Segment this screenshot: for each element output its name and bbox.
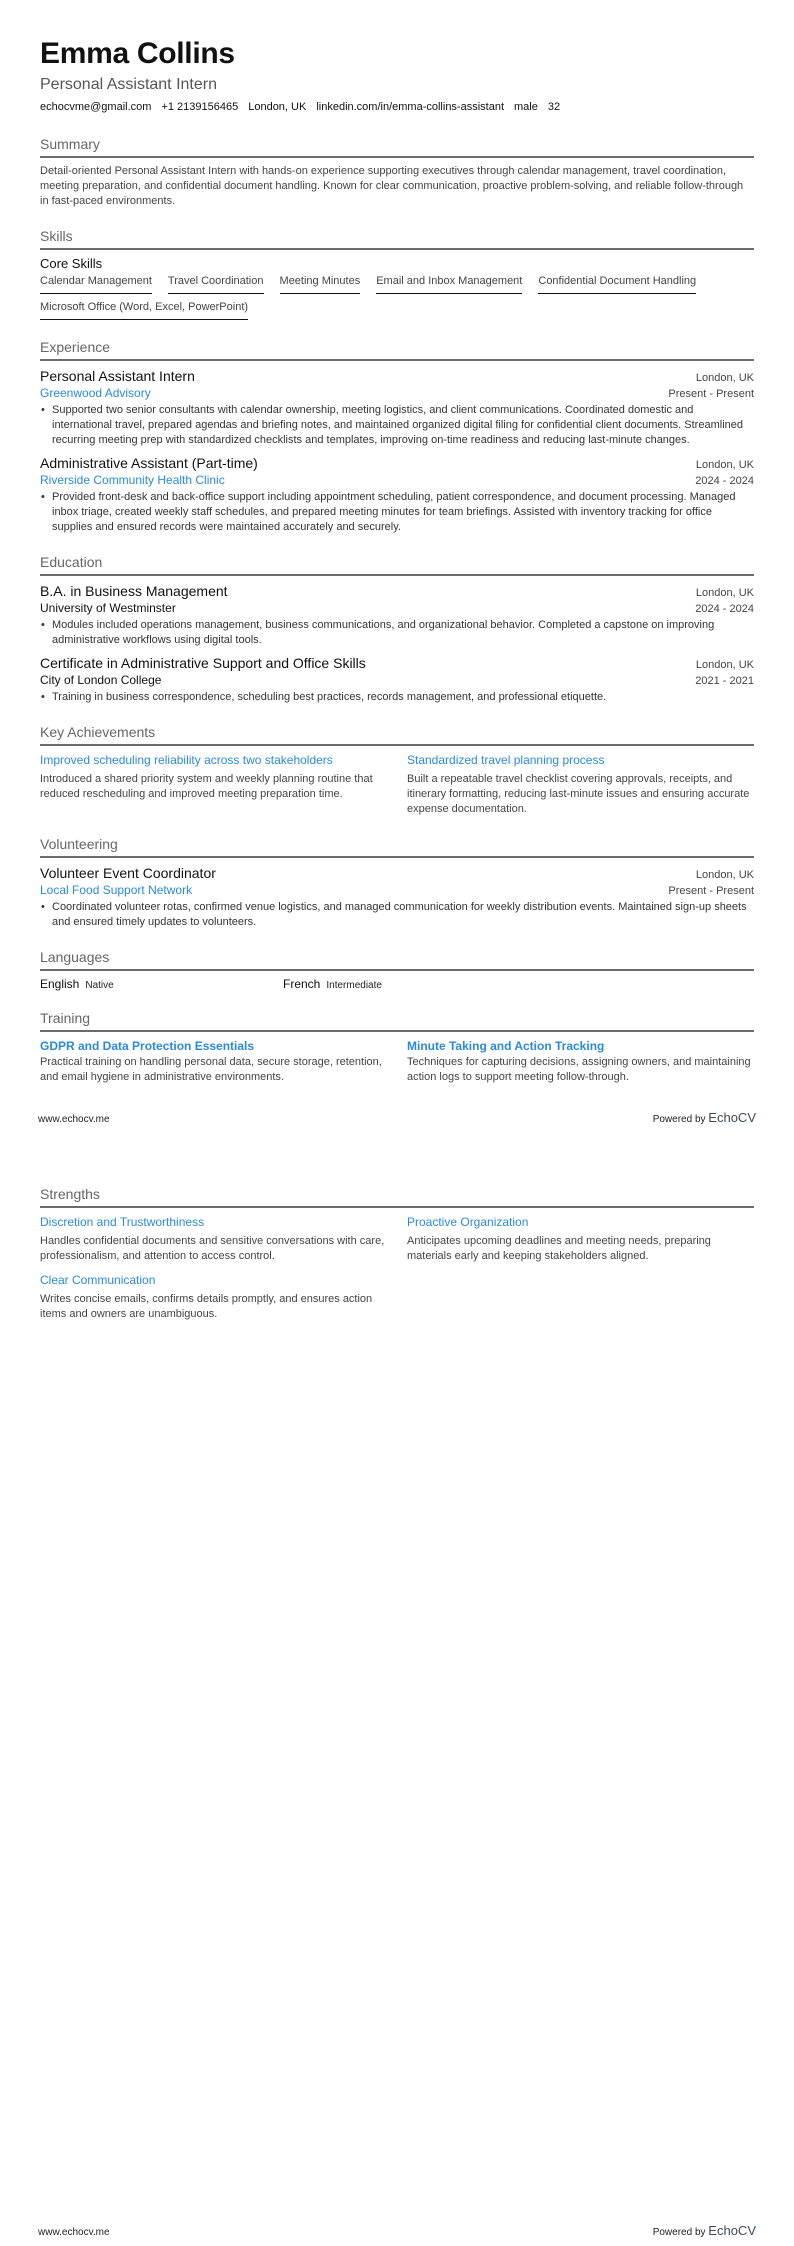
achievement-card	[40, 752, 387, 817]
training-title: Minute Taking and Action Tracking	[407, 1039, 605, 1053]
resume-header	[40, 36, 754, 113]
entry-location: London, UK	[695, 372, 754, 384]
section-heading-strengths: Strengths	[40, 1185, 754, 1208]
powered-by	[653, 2223, 756, 2238]
training-desc: Practical training on handling personal data, secure storage, retention, and email hygiene in administrative environments.	[40, 1056, 382, 1083]
footer-url[interactable]: www.echocv.me	[38, 2227, 110, 2238]
section-heading-experience: Experience	[40, 338, 754, 361]
language-item	[40, 977, 283, 991]
strength-title: Clear Communication	[40, 1273, 156, 1287]
powered-by-label: Powered by	[652, 2227, 706, 2238]
entry-title: Volunteer Event Coordinator	[40, 865, 216, 881]
strength-card	[40, 1214, 387, 1264]
summary-text: Detail-oriented Personal Assistant Intern with hands-on experience supporting executives through calendar management, travel coordination, meeting preparation, and confidential document handling. Known for clear communication, proactive problem-solving, and reliable follow-through in fast-paced environments.	[40, 165, 744, 207]
training-desc: Techniques for capturing decisions, assigning owners, and maintaining action logs to support meeting follow-through.	[407, 1056, 751, 1083]
languages-section	[40, 948, 754, 991]
skill-tag: Microsoft Office (Word, Excel, PowerPoint)	[40, 300, 248, 320]
achievements-section	[40, 723, 754, 817]
language-item	[283, 977, 526, 991]
entry-title: B.A. in Business Management	[40, 583, 228, 599]
strength-title: Proactive Organization	[407, 1215, 529, 1229]
entry-location: London, UK	[695, 459, 754, 471]
skill-tag: Confidential Document Handling	[538, 274, 696, 294]
entry-organization: Local Food Support Network	[40, 883, 193, 897]
entry-location: London, UK	[695, 869, 754, 881]
entry-dates: Present - Present	[668, 388, 754, 400]
section-heading-volunteering: Volunteering	[40, 835, 754, 858]
entry-title: Administrative Assistant (Part-time)	[40, 455, 258, 471]
training-card	[407, 1038, 754, 1085]
entry-location: London, UK	[695, 587, 754, 599]
brand-logo[interactable]: EchoCV	[708, 1110, 756, 1125]
section-heading-summary: Summary	[40, 135, 754, 158]
achievement-title: Standardized travel planning process	[407, 753, 605, 767]
powered-by-label: Powered by	[652, 1114, 706, 1125]
entry-bullet: • Supported two senior consultants with calendar ownership, meeting logistics, and client communications. Coordinated domestic and international travel, prepared agendas and briefing notes, and maintained organized digital filing for confidential client documents. Streamlined recurring meeting prep with standardized checklists and templates, improving on-time readiness and reducing last-minute changes.	[52, 403, 754, 448]
entry-location: London, UK	[695, 659, 754, 671]
section-heading-skills: Skills	[40, 227, 754, 250]
resume-page-2	[0, 1123, 794, 2246]
skills-section	[40, 227, 754, 320]
section-heading-achievements: Key Achievements	[40, 723, 754, 746]
training-card	[40, 1038, 387, 1085]
language-level: Native	[85, 980, 114, 991]
skill-tag: Email and Inbox Management	[376, 274, 522, 294]
achievement-card	[407, 752, 754, 817]
entry-dates: 2021 - 2021	[695, 675, 754, 687]
strength-desc: Handles confidential documents and sensitive conversations with care, professionalism, and attention to access control.	[40, 1235, 385, 1262]
section-heading-education: Education	[40, 553, 754, 576]
strength-card	[407, 1214, 754, 1264]
volunteering-section	[40, 835, 754, 930]
candidate-title: Personal Assistant Intern	[40, 76, 217, 93]
strength-desc: Anticipates upcoming deadlines and meeting needs, preparing materials early and keeping stakeholders aligned.	[407, 1235, 711, 1262]
contact-location: London, UK	[248, 101, 307, 113]
skills-list	[40, 274, 754, 320]
experience-section	[40, 338, 754, 535]
entry-bullet: • Provided front-desk and back-office support including appointment scheduling, patient correspondence, and document processing. Managed inbox triage, created weekly staff schedules, and prepared meeting minutes for team briefings. Assisted with inventory tracking for office supplies and ensured records were maintained accurately and securely.	[52, 490, 754, 535]
achievement-desc: Introduced a shared priority system and weekly planning routine that reduced rescheduling and improved meeting preparation time.	[40, 773, 373, 800]
language-name: French	[283, 977, 321, 991]
contact-email[interactable]: echocvme@gmail.com	[40, 101, 152, 113]
entry-institution: City of London College	[40, 673, 162, 687]
entry-bullet: • Coordinated volunteer rotas, confirmed venue logistics, and managed communication for weekly distribution events. Maintained sign-up sheets and ensured timely updates to volunteers.	[52, 900, 754, 930]
volunteering-entry	[40, 864, 754, 930]
entry-organization: Riverside Community Health Clinic	[40, 473, 225, 487]
strength-card	[40, 1272, 387, 1322]
training-title: GDPR and Data Protection Essentials	[40, 1039, 255, 1053]
entry-dates: 2024 - 2024	[695, 603, 754, 615]
experience-entry	[40, 367, 754, 448]
summary-section	[40, 135, 754, 209]
skill-tag: Calendar Management	[40, 274, 152, 294]
strengths-section	[40, 1185, 754, 1322]
contact-linkedin[interactable]: linkedin.com/in/emma-collins-assistant	[316, 101, 505, 113]
skill-tag: Meeting Minutes	[280, 274, 361, 294]
achievement-title: Improved scheduling reliability across two stakeholders	[40, 753, 333, 767]
skills-group-title: Core Skills	[40, 256, 103, 271]
entry-title: Personal Assistant Intern	[40, 368, 195, 384]
skill-tag: Travel Coordination	[168, 274, 264, 294]
entry-dates: Present - Present	[668, 885, 754, 897]
strength-desc: Writes concise emails, confirms details promptly, and ensures action items and owners are unambiguous.	[40, 1293, 373, 1320]
page-footer	[38, 2223, 756, 2238]
education-entry	[40, 582, 754, 648]
footer-url[interactable]: www.echocv.me	[38, 1114, 110, 1125]
education-section	[40, 553, 754, 705]
contact-line	[40, 101, 754, 113]
entry-institution: University of Westminster	[40, 601, 176, 615]
contact-age: 32	[547, 101, 561, 113]
strength-title: Discretion and Trustworthiness	[40, 1215, 205, 1229]
section-heading-training: Training	[40, 1009, 754, 1032]
brand-logo[interactable]: EchoCV	[708, 2223, 756, 2238]
entry-bullet: • Modules included operations management, business communications, and organizational behavior. Completed a capstone on improving administrative workflows using digital tools.	[52, 618, 754, 648]
section-heading-languages: Languages	[40, 948, 754, 971]
training-section	[40, 1009, 754, 1085]
entry-organization: Greenwood Advisory	[40, 386, 151, 400]
entry-title: Certificate in Administrative Support and Office Skills	[40, 655, 366, 671]
language-level: Intermediate	[326, 980, 382, 991]
contact-gender: male	[514, 101, 538, 113]
entry-dates: 2024 - 2024	[695, 475, 754, 487]
candidate-name: Emma Collins	[40, 37, 235, 70]
entry-bullet: • Training in business correspondence, scheduling best practices, records management, and professional etiquette.	[52, 690, 754, 705]
education-entry	[40, 654, 754, 705]
achievement-desc: Built a repeatable travel checklist covering approvals, receipts, and itinerary formatting, reducing last-minute issues and ensuring accurate expense documentation.	[407, 773, 750, 815]
language-name: English	[40, 977, 80, 991]
contact-phone[interactable]: +1 2139156465	[161, 101, 239, 113]
experience-entry	[40, 454, 754, 535]
